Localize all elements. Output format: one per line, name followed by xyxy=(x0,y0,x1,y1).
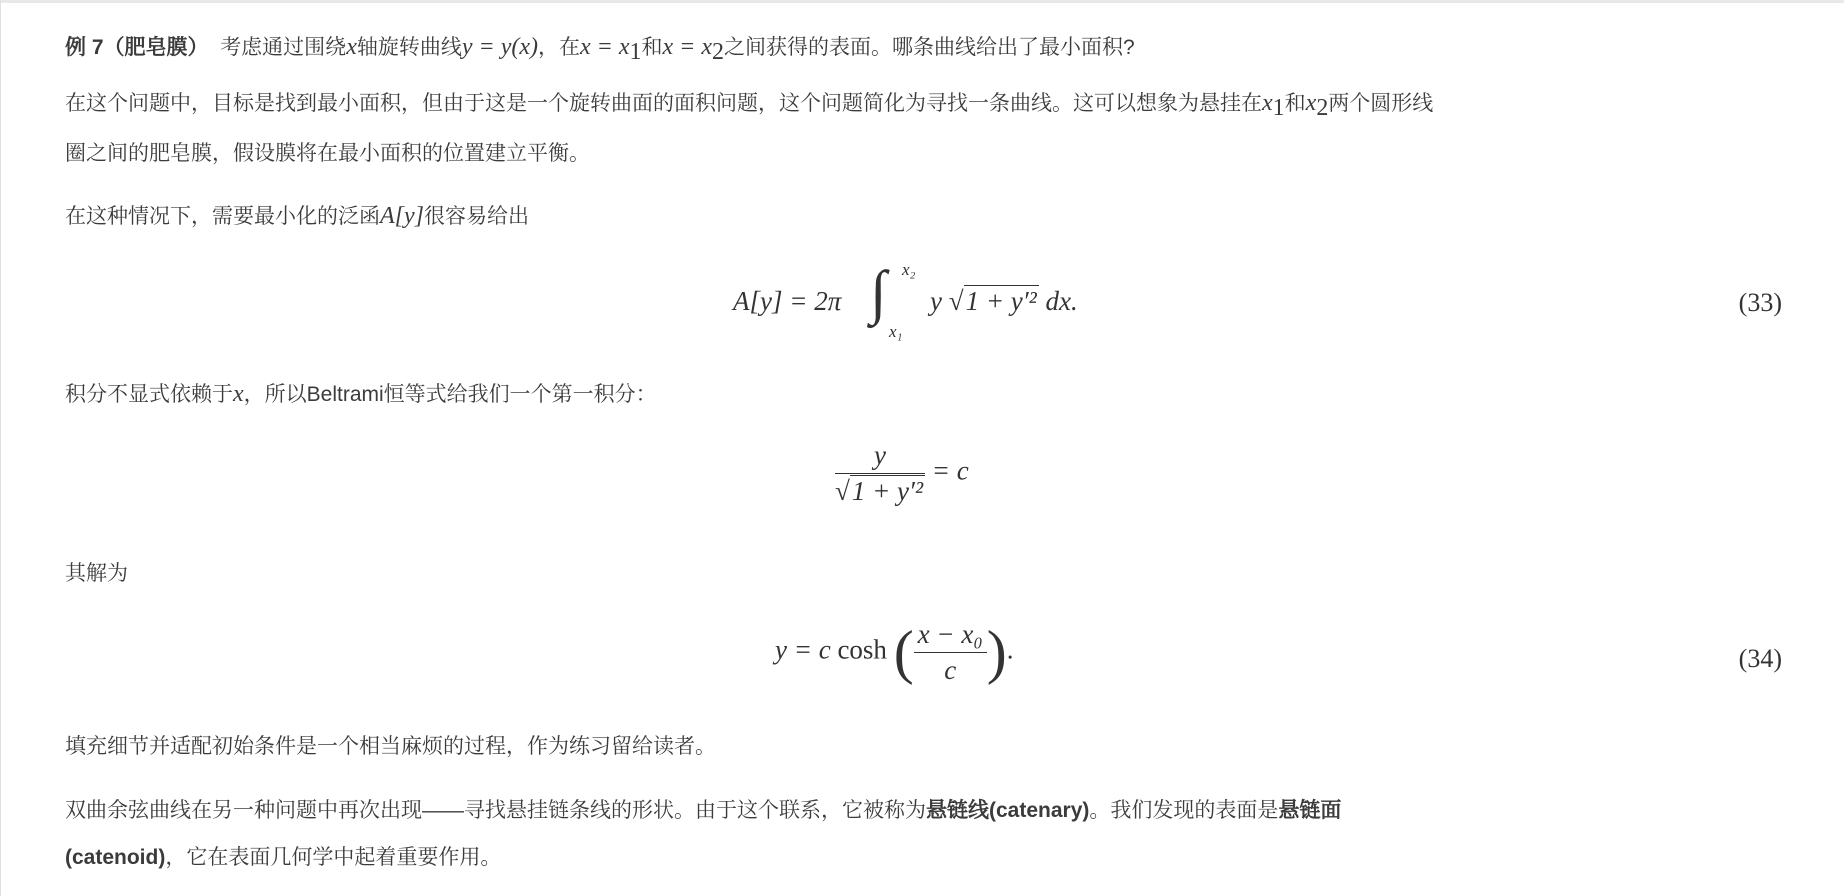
text: 积分不显式依赖于 xyxy=(65,383,233,406)
math-sub: 2 xyxy=(711,39,724,66)
text: 和 xyxy=(641,36,663,59)
text: 两个圆形线 xyxy=(1328,92,1434,115)
left-paren: ( xyxy=(893,619,914,685)
example-statement xyxy=(65,32,1135,67)
integral-lower-limit: x₁ xyxy=(889,322,903,341)
math: . xyxy=(1006,634,1014,665)
term-catenary: 悬链线(catenary) xyxy=(926,799,1090,822)
paragraph-6: 填充细节并适配初始条件是一个相当麻烦的过程，作为练习留给读者。 xyxy=(65,735,716,758)
integral-upper-limit: x₂ xyxy=(902,260,916,279)
text: 在这个问题中，目标是找到最小面积，但由于这是一个旋转曲面的面积问题，这个问题简化为寻找一条曲线。这可以想象为悬挂在 xyxy=(65,92,1262,115)
text: 在这种情况下，需要最小化的泛函 xyxy=(65,205,380,228)
math: dx. xyxy=(1045,286,1078,316)
math-sub: 2 xyxy=(1316,95,1329,122)
text: 双曲余弦曲线在另一种问题中再次出现——寻找悬挂链条线的形状。由于这个联系，它被称为 xyxy=(65,799,926,822)
right-paren: ) xyxy=(986,619,1007,685)
sqrt-icon: √ xyxy=(948,286,964,316)
math: y xyxy=(930,286,942,316)
math: x = x xyxy=(579,34,630,60)
denominator: c xyxy=(944,655,957,685)
text: 之间获得的表面。哪条曲线给出了最小面积? xyxy=(723,36,1135,59)
term-catenoid: 悬链面 xyxy=(1278,799,1342,822)
equation-34 xyxy=(775,618,1013,687)
paragraph-4 xyxy=(65,379,657,410)
term-catenoid-en: (catenoid) xyxy=(65,846,166,869)
math: y = c xyxy=(775,634,831,665)
equation-first-integral xyxy=(835,440,969,507)
paragraph-7-line-2 xyxy=(65,843,501,873)
text: 轴旋转曲线 xyxy=(356,36,462,59)
paragraph-2-line-2: 圈之间的肥皂膜，假设膜将在最小面积的位置建立平衡。 xyxy=(65,142,590,165)
integral-sign: ∫ xyxy=(870,259,887,325)
text: ，在 xyxy=(537,36,580,59)
equation-33 xyxy=(733,286,841,317)
example-label: 例 7（肥皂膜） xyxy=(65,36,209,59)
paragraph-2-line-1 xyxy=(65,88,1433,123)
text: 考虑通过围绕 xyxy=(220,36,347,59)
math: x xyxy=(346,34,357,60)
text: 。我们发现的表面是 xyxy=(1089,799,1279,822)
equation-number-33: (33) xyxy=(1738,288,1782,317)
math: x = x xyxy=(662,34,712,60)
radicand: 1 + y′² xyxy=(965,286,1037,316)
math-sub: 1 xyxy=(629,39,642,66)
math: x xyxy=(1305,90,1317,116)
sqrt-icon: √ xyxy=(835,476,850,506)
text: 很容易给出 xyxy=(424,205,529,228)
paragraph-7-line-1 xyxy=(65,796,1341,826)
math: cosh xyxy=(837,634,887,665)
math: A[y] xyxy=(380,203,424,229)
math-sub: 1 xyxy=(1272,95,1285,122)
math: y = y(x) xyxy=(461,34,538,60)
equation-number-34: (34) xyxy=(1738,644,1782,673)
paragraph-5: 其解为 xyxy=(65,562,128,585)
fraction xyxy=(835,440,925,507)
radicand: 1 + y′² xyxy=(851,476,924,506)
math: A[y] = 2π xyxy=(733,286,842,316)
numerator: x − x₀ xyxy=(914,619,987,653)
left-border xyxy=(0,0,1,896)
top-border xyxy=(0,0,1844,3)
fraction xyxy=(914,619,987,686)
text: 和 xyxy=(1284,92,1306,115)
math: x xyxy=(1262,90,1273,116)
text: ，它在表面几何学中起着重要作用。 xyxy=(165,846,502,869)
numerator: y xyxy=(835,440,925,474)
math: = c xyxy=(931,455,969,486)
math: x xyxy=(233,381,244,407)
integrand xyxy=(930,286,1078,317)
text: ，所以Beltrami恒等式给我们一个第一积分： xyxy=(243,383,657,406)
paragraph-3 xyxy=(65,201,529,232)
